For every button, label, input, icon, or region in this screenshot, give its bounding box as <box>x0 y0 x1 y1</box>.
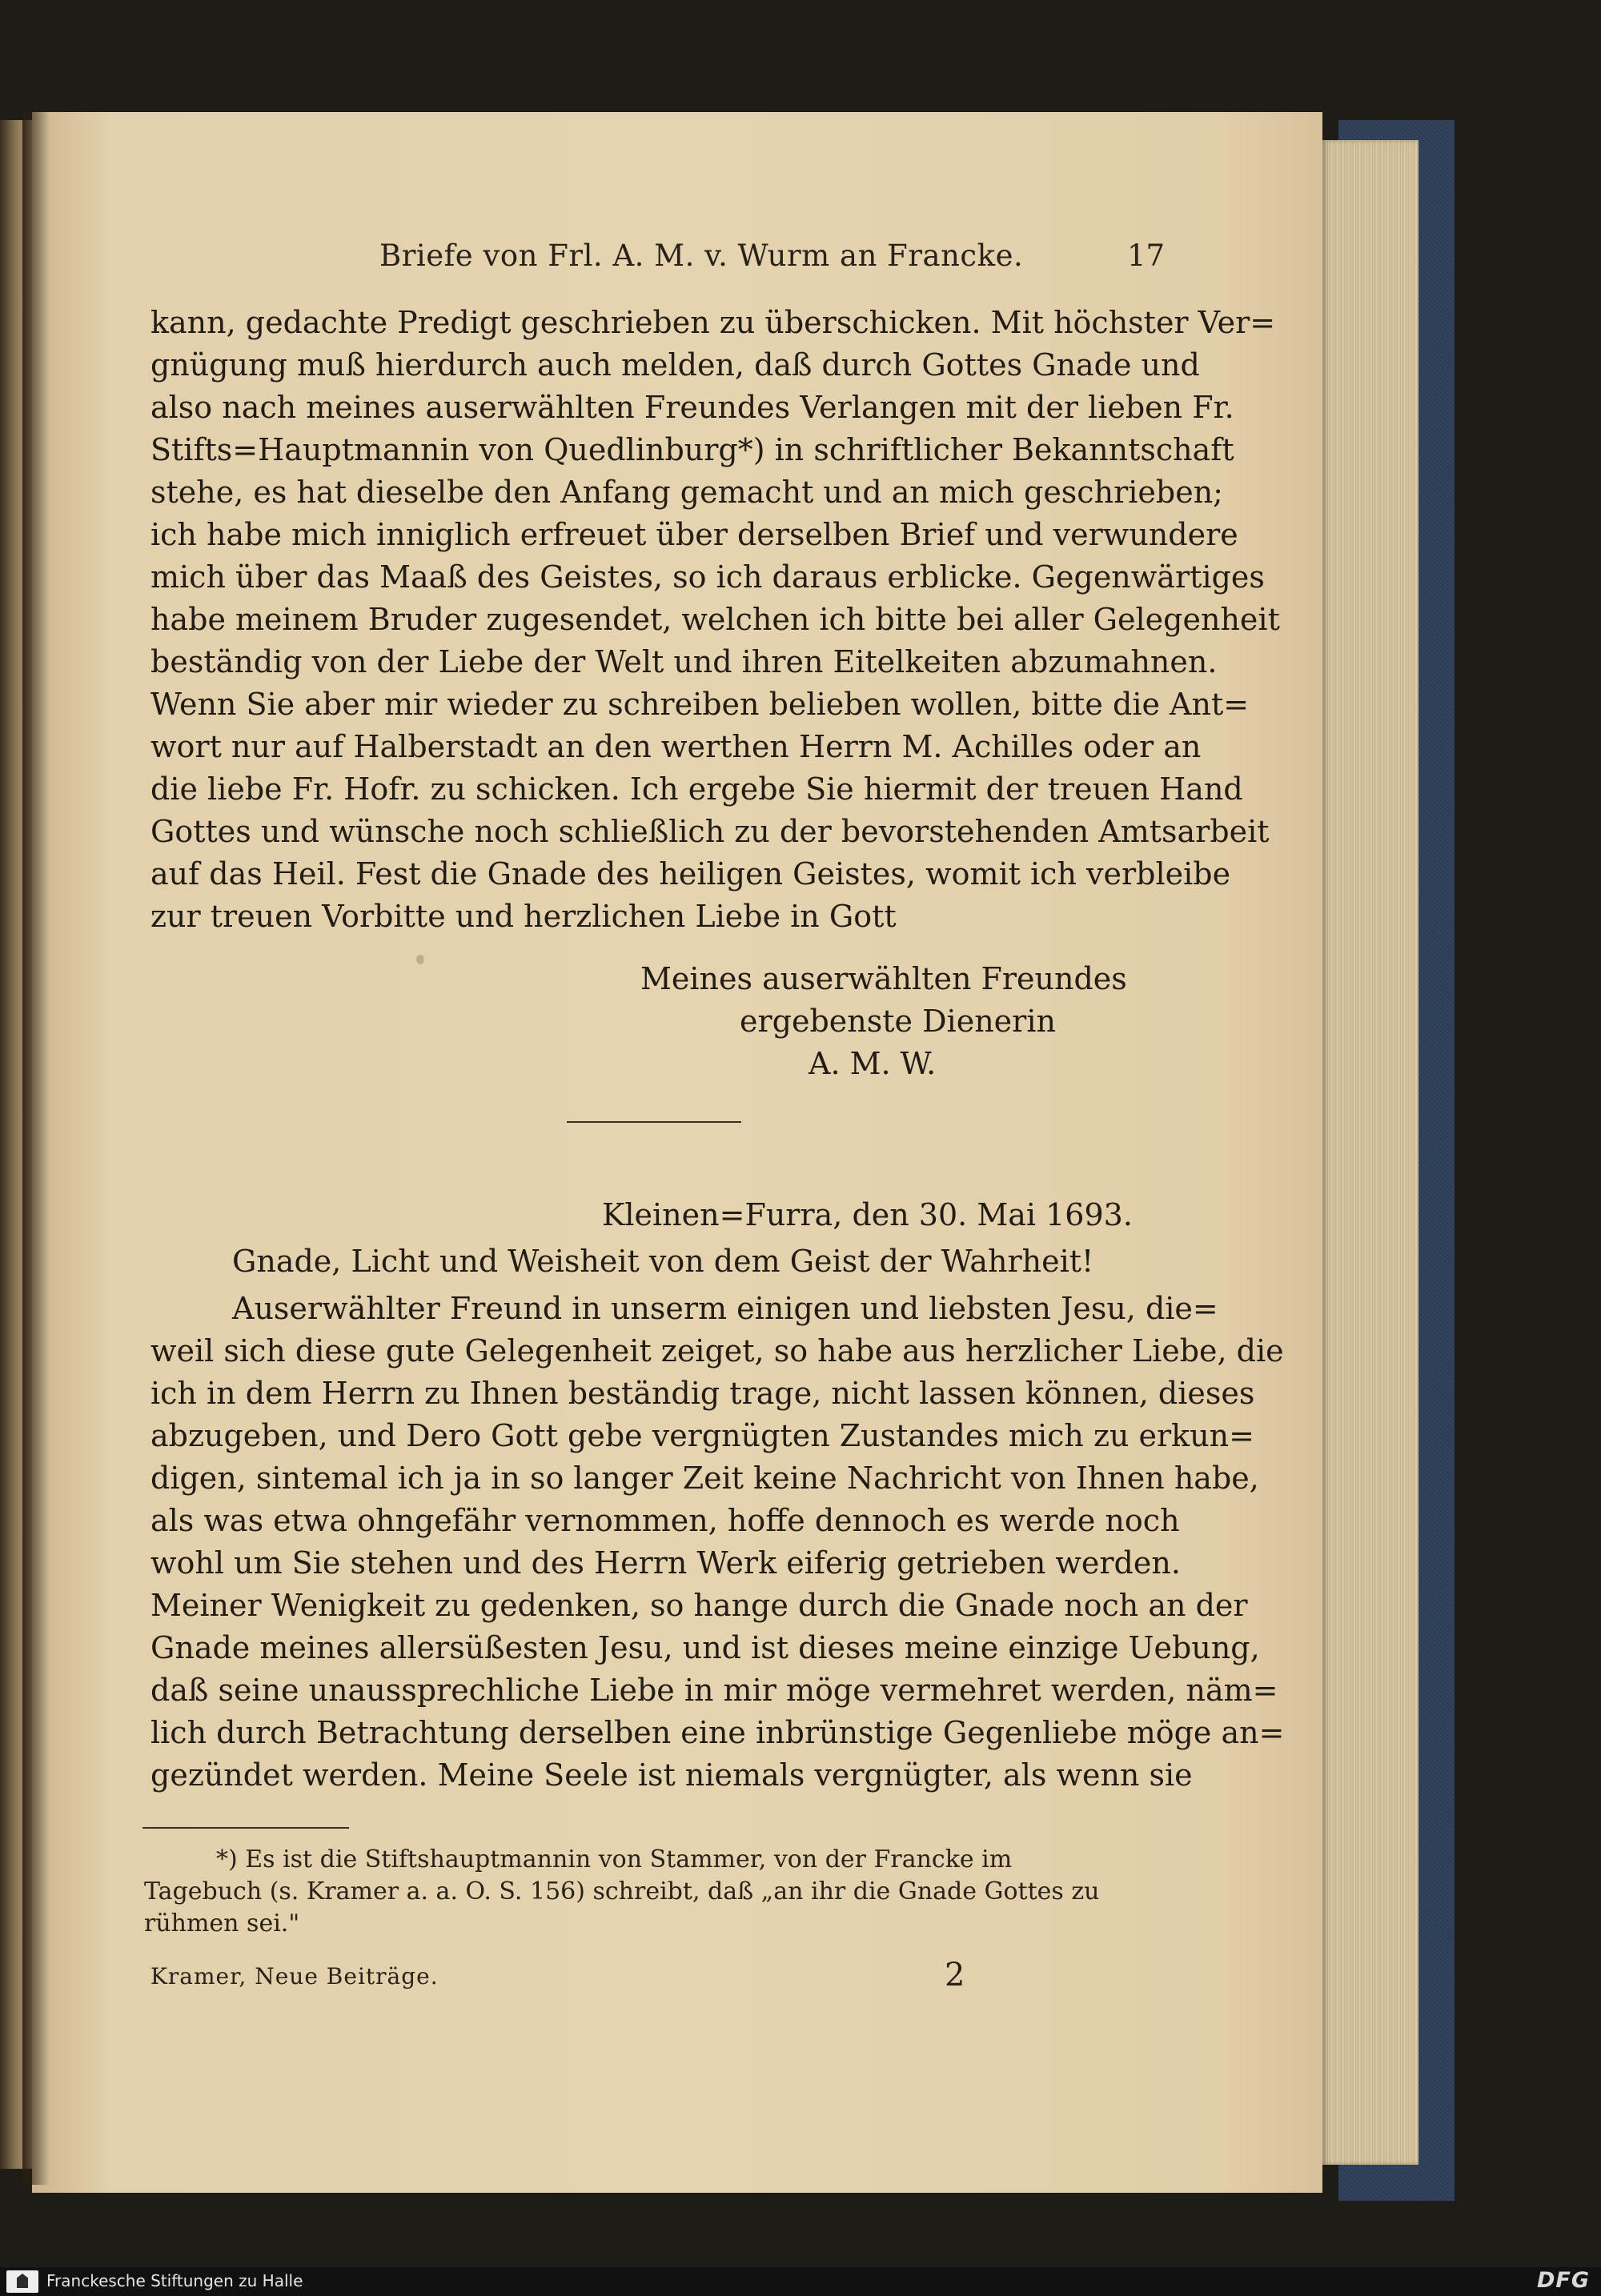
signature-number: 2 <box>945 1957 965 1993</box>
body-line: digen, sintemal ich ja in so langer Zeit keine Nachricht von Ihnen habe, <box>150 1461 1259 1496</box>
gutter-shadow <box>22 112 50 2185</box>
body-line: gezündet werden. Meine Seele ist niemals vergnügter, als wenn sie <box>150 1757 1193 1793</box>
body-line: kann, gedachte Predigt geschrieben zu überschicken. Mit höchster Ver= <box>150 305 1276 340</box>
closing-line: Meines auserwählten Freundes <box>640 961 1127 996</box>
body-line: wohl um Sie stehen und des Herrn Werk eiferig getrieben werden. <box>150 1545 1181 1581</box>
body-line: ich habe mich inniglich erfreuet über derselben Brief und verwundere <box>150 517 1238 552</box>
body-line: wort nur auf Halberstadt an den werthen Herrn M. Achilles oder an <box>150 729 1202 764</box>
closing-line: ergebenste Dienerin <box>740 1004 1056 1039</box>
body-line: also nach meines auserwählten Freundes Verlangen mit der lieben Fr. <box>150 390 1234 425</box>
section-divider <box>567 1121 741 1123</box>
body-line: abzugeben, und Dero Gott gebe vergnügten Zustandes mich zu erkun= <box>150 1418 1254 1453</box>
body-line: Auserwählter Freund in unserm einigen und liebsten Jesu, die= <box>232 1291 1218 1326</box>
body-line: daß seine unaussprechliche Liebe in mir möge vermehret werden, näm= <box>150 1673 1278 1708</box>
printer-signature-mark: Kramer, Neue Beiträge. <box>150 1963 439 1989</box>
footnote-line: Tagebuch (s. Kramer a. a. O. S. 156) schreibt, daß „an ihr die Gnade Gottes zu <box>144 1877 1100 1905</box>
body-line: lich durch Betrachtung derselben eine inbrünstige Gegenliebe möge an= <box>150 1715 1285 1750</box>
body-line: auf das Heil. Fest die Gnade des heiligen Geistes, womit ich verbleibe <box>150 856 1231 892</box>
page-edges <box>1322 140 1418 2165</box>
body-line: Gnade meines allersüßesten Jesu, und ist dieses meine einzige Uebung, <box>150 1630 1260 1665</box>
body-line: stehe, es hat dieselbe den Anfang gemacht und an mich geschrieben; <box>150 475 1223 510</box>
footnote-line: *) Es ist die Stiftshauptmannin von Stammer, von der Francke im <box>216 1845 1013 1873</box>
page-number: 17 <box>1127 238 1166 273</box>
body-line: habe meinem Bruder zugesendet, welchen ich bitte bei aller Gelegenheit <box>150 602 1280 637</box>
footnote-rule <box>142 1827 349 1829</box>
body-line: die liebe Fr. Hofr. zu schicken. Ich ergebe Sie hiermit der treuen Hand <box>150 771 1243 807</box>
closing-initials: A. M. W. <box>809 1046 937 1081</box>
body-line: Stifts=Hauptmannin von Quedlinburg*) in schriftlicher Bekanntschaft <box>150 432 1234 467</box>
paper-speck <box>416 955 424 964</box>
dfg-logo: DFG <box>1536 2268 1590 2293</box>
body-line: Meiner Wenigkeit zu gedenken, so hange durch die Gnade noch an der <box>150 1588 1248 1623</box>
institution-logo-icon <box>6 2270 38 2293</box>
footnote-line: rühmen sei." <box>144 1909 300 1937</box>
body-line: mich über das Maaß des Geistes, so ich daraus erblicke. Gegenwärtiges <box>150 559 1265 595</box>
body-line: Wenn Sie aber mir wieder zu schreiben belieben wollen, bitte die Ant= <box>150 687 1250 722</box>
running-head: Briefe von Frl. A. M. v. Wurm an Francke. <box>379 238 1024 273</box>
body-line: beständig von der Liebe der Welt und ihren Eitelkeiten abzumahnen. <box>150 644 1218 679</box>
body-line: als was etwa ohngefähr vernommen, hoffe dennoch es werde noch <box>150 1503 1180 1538</box>
institution-name: Franckesche Stiftungen zu Halle <box>46 2271 303 2290</box>
body-line: gnügung muß hierdurch auch melden, daß durch Gottes Gnade und <box>150 347 1200 383</box>
letter-dateline: Kleinen=Furra, den 30. Mai 1693. <box>602 1197 1133 1232</box>
body-line: weil sich diese gute Gelegenheit zeiget, so habe aus herzlicher Liebe, die <box>150 1333 1284 1368</box>
body-line: Gottes und wünsche noch schließlich zu der bevorstehenden Amtsarbeit <box>150 814 1270 849</box>
letter-salutation: Gnade, Licht und Weisheit von dem Geist der Wahrheit! <box>232 1244 1094 1279</box>
body-line: ich in dem Herrn zu Ihnen beständig trage, nicht lassen können, dieses <box>150 1376 1255 1411</box>
body-line: zur treuen Vorbitte und herzlichen Liebe in Gott <box>150 899 897 934</box>
